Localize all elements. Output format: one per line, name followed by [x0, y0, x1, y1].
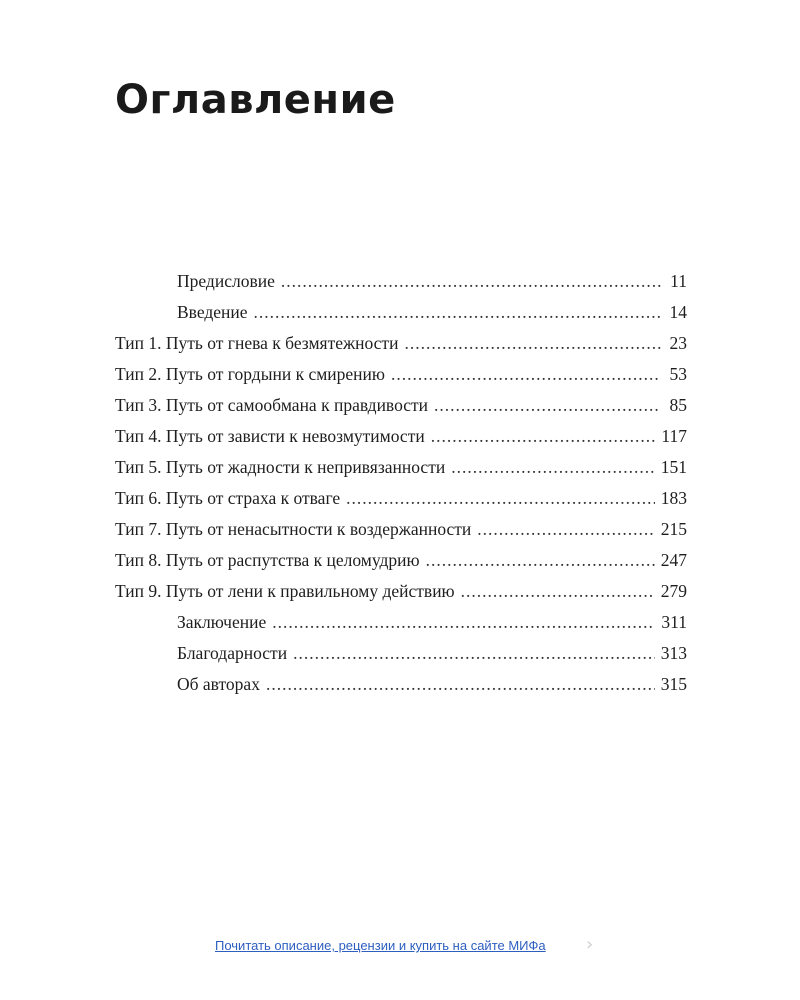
toc-entry[interactable] [115, 669, 687, 700]
toc-page-number: 279 [660, 581, 687, 601]
dot-leader [451, 452, 655, 483]
toc-page-number: 313 [660, 643, 687, 663]
toc-entry[interactable] [115, 514, 687, 545]
toc-entry-title: Заключение [177, 612, 267, 632]
table-of-contents [115, 266, 687, 700]
toc-entry-title: Тип 4. Путь от зависти к невозмутимости [115, 426, 425, 446]
toc-page-number: 315 [660, 674, 687, 694]
toc-page-number: 183 [660, 488, 687, 508]
toc-page-number: 23 [669, 333, 687, 353]
toc-entry-title: Об авторах [177, 674, 260, 694]
toc-entry-title: Тип 1. Путь от гнева к безмятежности [115, 333, 399, 353]
dot-leader [434, 390, 661, 421]
toc-entry[interactable] [115, 638, 687, 669]
dot-leader [293, 638, 655, 669]
toc-page-number: 117 [661, 426, 687, 446]
toc-page-number: 247 [660, 550, 687, 570]
dot-leader [426, 545, 655, 576]
toc-entry[interactable] [115, 328, 687, 359]
toc-entry-title: Тип 6. Путь от страха к отваге [115, 488, 341, 508]
dot-leader [461, 576, 655, 607]
buy-on-mif-link[interactable]: Почитать описание, рецензии и купить на сайте МИФа [215, 938, 546, 953]
dot-leader [272, 607, 655, 638]
dot-leader [391, 359, 661, 390]
toc-entry-title: Предисловие [177, 271, 275, 291]
toc-page-number: 85 [669, 395, 687, 415]
dot-leader [266, 669, 655, 700]
dot-leader [281, 266, 661, 297]
dot-leader [477, 514, 654, 545]
toc-page-number: 14 [669, 302, 687, 322]
toc-entry-title: Благодарности [177, 643, 288, 663]
page-title: Оглавление [115, 77, 396, 123]
toc-entry[interactable] [115, 483, 687, 514]
toc-entry[interactable] [115, 421, 687, 452]
dot-leader [431, 421, 656, 452]
toc-page-number: 311 [661, 612, 687, 632]
toc-page-number: 11 [670, 271, 687, 291]
toc-entry-title: Тип 9. Путь от лени к правильному действию [115, 581, 455, 601]
toc-entry[interactable] [115, 452, 687, 483]
chevron-right-icon: › [586, 934, 594, 955]
toc-entry[interactable] [115, 297, 687, 328]
toc-entry-title: Введение [177, 302, 248, 322]
toc-entry-title: Тип 2. Путь от гордыни к смирению [115, 364, 385, 384]
toc-page-number: 215 [660, 519, 687, 539]
toc-entry-title: Тип 7. Путь от ненасытности к воздержанности [115, 519, 472, 539]
toc-entry-title: Тип 3. Путь от самообмана к правдивости [115, 395, 429, 415]
toc-entry[interactable] [115, 359, 687, 390]
toc-entry-title: Тип 8. Путь от распутства к целомудрию [115, 550, 420, 570]
toc-entry[interactable] [115, 545, 687, 576]
dot-leader [404, 328, 661, 359]
toc-entry-title: Тип 5. Путь от жадности к непривязанности [115, 457, 446, 477]
dot-leader [254, 297, 661, 328]
toc-entry[interactable] [115, 576, 687, 607]
toc-page-number: 53 [669, 364, 687, 384]
toc-entry[interactable] [115, 607, 687, 638]
toc-page-number: 151 [660, 457, 687, 477]
dot-leader [346, 483, 655, 514]
toc-entry[interactable] [115, 266, 687, 297]
toc-entry[interactable] [115, 390, 687, 421]
